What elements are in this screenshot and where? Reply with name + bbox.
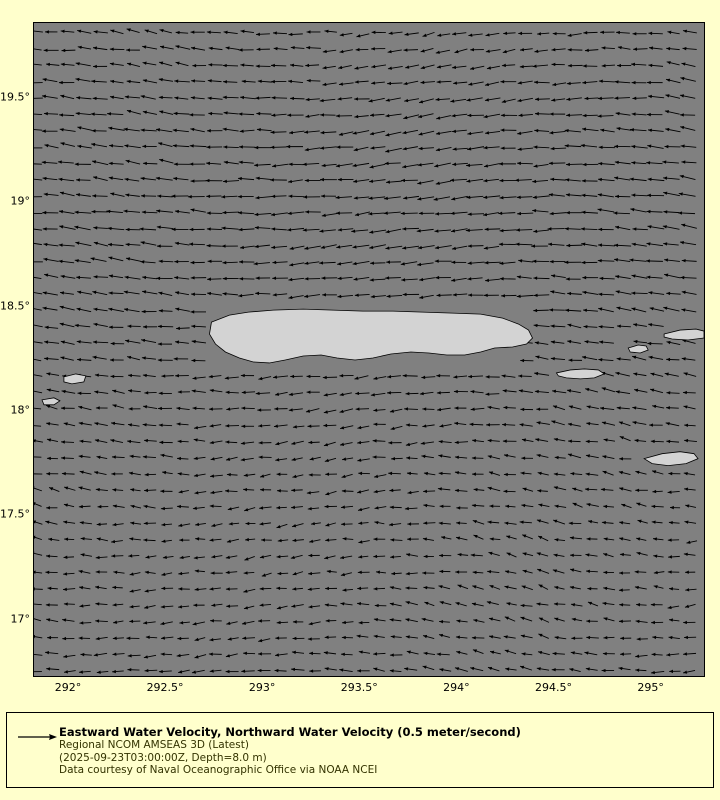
x-axis-tick-label: 292°	[54, 681, 82, 694]
map-plot[interactable]	[33, 22, 705, 677]
y-axis-tick-label: 18.5°	[0, 299, 30, 313]
desecheo-island	[42, 398, 60, 405]
x-axis-tick-label: 293°	[248, 681, 276, 694]
vector-arrow-icon	[17, 731, 57, 743]
y-axis	[0, 22, 30, 677]
x-axis-tick-label: 294°	[443, 681, 470, 694]
y-axis-tick-label: 17°	[10, 612, 30, 626]
mona-island	[64, 374, 86, 384]
st-thomas-island	[664, 329, 704, 340]
legend-time-depth: (2025-09-23T03:00:00Z, Depth=8.0 m)	[59, 751, 267, 764]
x-axis-tick-label: 292.5°	[146, 681, 184, 694]
x-axis-tick-label: 293.5°	[340, 681, 378, 694]
y-axis-tick-label: 19°	[10, 194, 30, 208]
y-axis-tick-label: 17.5°	[0, 507, 30, 521]
culebra-island	[628, 345, 648, 353]
x-axis-tick-label: 295°	[637, 681, 664, 694]
y-axis-tick-label: 19.5°	[0, 90, 30, 104]
st-croix-island	[644, 452, 698, 466]
x-axis	[33, 681, 705, 697]
map-container[interactable]	[33, 22, 705, 677]
legend-credit: Data courtesy of Naval Oceanographic Office via NOAA NCEI	[59, 764, 378, 776]
land-polygons	[34, 23, 704, 676]
legend-text-block	[59, 725, 709, 777]
legend-source-model: Regional NCOM AMSEAS 3D (Latest)	[59, 739, 249, 751]
y-axis-tick-label: 18°	[10, 403, 30, 417]
x-axis-tick-label: 294.5°	[535, 681, 572, 694]
legend-box	[6, 712, 714, 788]
vieques-island	[556, 369, 604, 379]
puerto-rico-island	[209, 309, 532, 363]
legend-title: Eastward Water Velocity, Northward Water Velocity (0.5 meter/second)	[59, 725, 521, 739]
